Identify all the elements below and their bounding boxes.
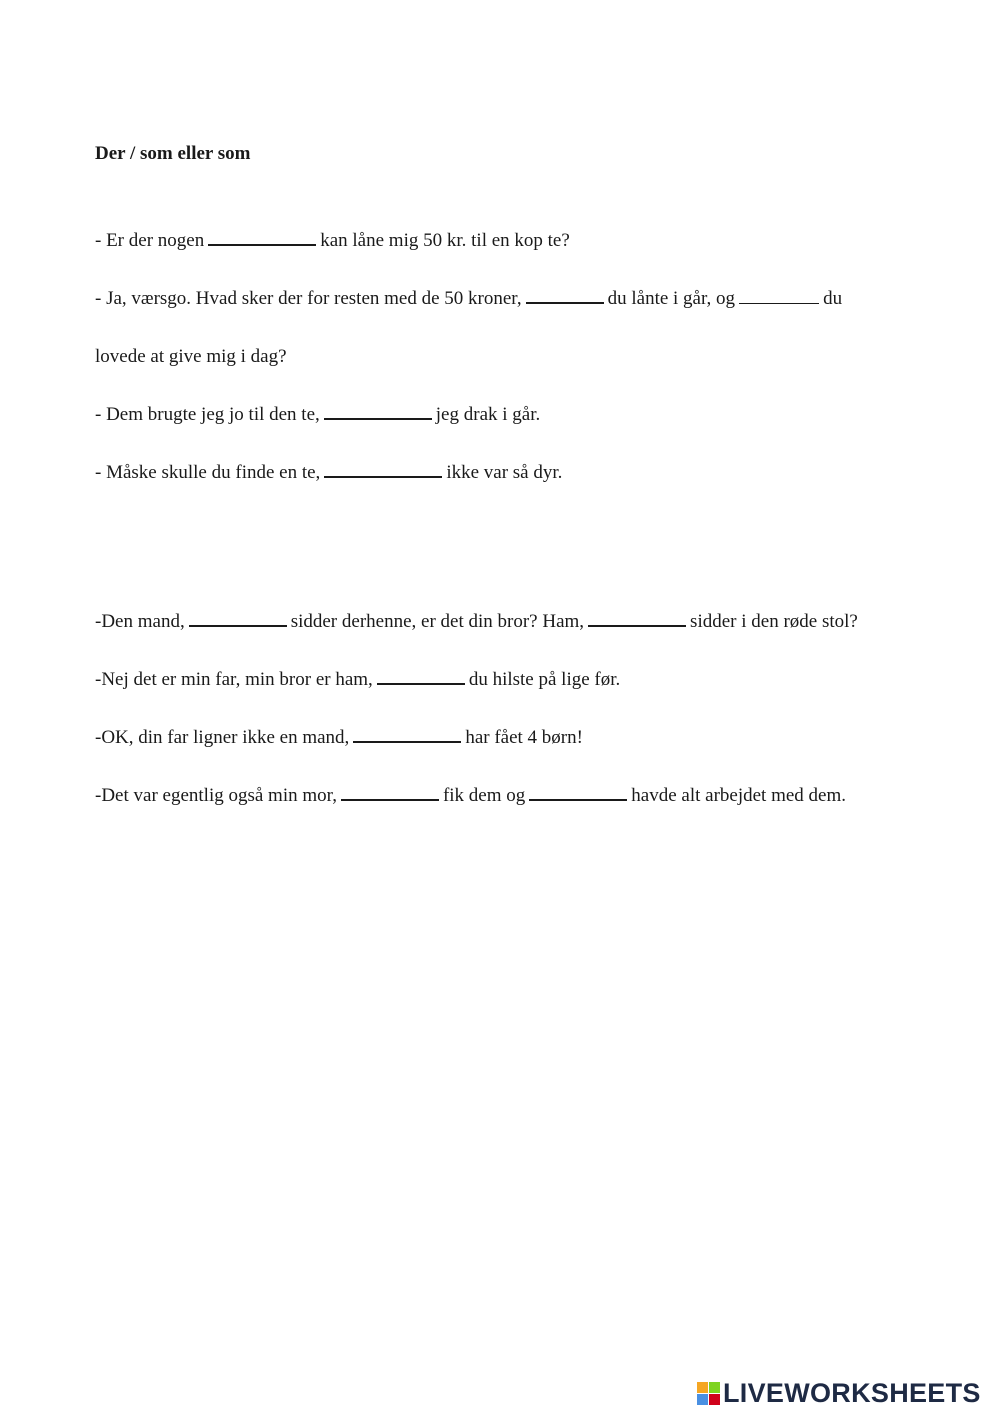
answer-blank[interactable]: [189, 624, 287, 627]
brand-name: LIVEWORKSHEETS: [723, 1378, 981, 1408]
answer-blank[interactable]: [588, 624, 686, 627]
answer-blank[interactable]: [353, 740, 461, 743]
logo-square-2: [709, 1382, 720, 1393]
answer-blank[interactable]: [526, 301, 604, 304]
answer-blank[interactable]: [341, 798, 439, 801]
sentence-8: -Det var egentlig også min mor, fik dem og havde alt arbejdet med dem.: [95, 785, 846, 806]
logo-square-3: [697, 1394, 708, 1405]
answer-blank[interactable]: [739, 302, 819, 304]
logo-icon: [697, 1382, 720, 1405]
answer-blank[interactable]: [324, 475, 442, 478]
sentence-6: -Nej det er min far, min bror er ham, du hilste på lige før.: [95, 669, 621, 690]
sentence-7: -OK, din far ligner ikke en mand, har fået 4 børn!: [95, 727, 583, 748]
sentence-4: - Måske skulle du finde en te, ikke var så dyr.: [95, 462, 563, 483]
sentence-3: - Dem brugte jeg jo til den te, jeg drak i går.: [95, 404, 541, 425]
sentence-2: - Ja, værsgo. Hvad sker der for resten med de 50 kroner, du lånte i går, og du: [95, 288, 843, 309]
sentence-1: - Er der nogen kan låne mig 50 kr. til en kop te?: [95, 230, 570, 251]
answer-blank[interactable]: [324, 417, 432, 420]
answer-blank[interactable]: [208, 243, 316, 246]
answer-blank[interactable]: [529, 798, 627, 801]
logo-square-1: [697, 1382, 708, 1393]
worksheet-title: Der / som eller som: [95, 143, 251, 164]
logo-square-4: [709, 1394, 720, 1405]
answer-blank[interactable]: [377, 682, 465, 685]
sentence-5: -Den mand, sidder derhenne, er det din bror? Ham, sidder i den røde stol?: [95, 611, 858, 632]
sentence-2-continued: lovede at give mig i dag?: [95, 346, 287, 367]
liveworksheets-logo: [697, 1378, 981, 1409]
